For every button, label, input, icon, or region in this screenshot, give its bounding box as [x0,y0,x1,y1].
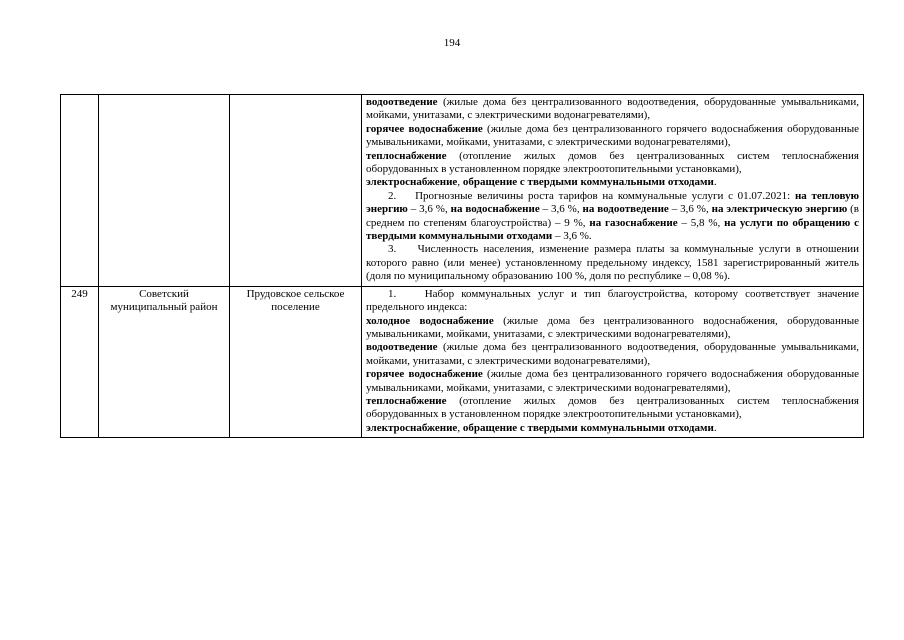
paragraph [366,368,859,395]
paragraph [366,123,859,150]
paragraph [366,395,859,422]
bold-term: электроснабжение [366,176,458,189]
text-run: – 3,6 %, [539,203,583,216]
paragraph [366,288,859,315]
bold-term: водоотведение [366,341,438,354]
paragraph [366,190,859,244]
table-row [61,95,864,287]
bold-term: электроснабжение [366,421,458,434]
paragraph [366,150,859,177]
bold-term: водоотведение [366,96,438,108]
text-run: (в среднем по степеням благоустройства) – 9 %, [366,203,859,229]
text-run: 1. Набор коммунальных услуг и тип благоустройства, которому соответствует значение предельного индекса: [366,287,859,314]
text-run: (отопление жилых домов без централизованных систем теплоснабжения оборудованных в установленном порядке электроотопительными установками), [366,149,859,176]
tariff-table [60,94,864,438]
text-run: (жилые дома без централизованного водоснабжения, оборудованные умывальниками, мойками, унитазами, с электрическими водонагревателями), [366,314,859,340]
table-body [61,95,864,438]
bold-term: холодное водоснабжение [366,314,494,327]
text-run: . [713,176,717,189]
bold-term: обращение с твердыми коммунальными отходами [462,176,714,189]
text-run: (жилые дома без централизованного горячего водоснабжения оборудованные умывальниками, мойками, унитазами, с электрическими водонагревателями), [366,368,859,394]
bold-term: теплоснабжение [366,149,447,162]
district-cell [99,95,230,287]
bold-term: горячее водоснабжение [366,368,483,381]
bold-term: обращение с твердыми коммунальными отходами [462,421,714,434]
text-run: (жилые дома без централизованного горячего водоснабжения оборудованные умывальниками, мойками, унитазами, с электрическими водонагревателями), [366,122,859,149]
paragraph [366,96,859,123]
text-run: – 3,6 %. [552,230,592,243]
district-cell: Советский муниципальный район [99,286,230,437]
bold-term: на водоснабжение [450,203,540,216]
paragraph [366,243,859,283]
text-run: 3. Численность населения, изменение размера платы за коммунальные услуги в отношении которого равно (или менее) установленному предельному индексу, 1581 зарегистрированный житель (доля по муниципальному образованию 100 %, доля по республике – 0,08 %). [366,243,859,283]
paragraph [366,315,859,342]
page-number: 194 [443,37,461,49]
row-number-cell: 249 [61,286,99,437]
paragraph [366,341,859,368]
text-run: 2. Прогнозные величины роста тарифов на коммунальные услуги с 01.07.2021: [388,189,795,202]
text-run: (отопление жилых домов без централизованных систем теплоснабжения оборудованных в установленном порядке электроотопительными установками), [366,394,859,421]
text-run: – 5,8 %, [677,216,725,229]
bold-term: на водоотведение [582,203,669,216]
paragraph [366,422,859,435]
bold-term: на электрическую энергию [711,203,848,216]
settlement-cell [230,95,362,287]
table-row [61,286,864,437]
text-run: , [457,421,463,434]
text-run: – 3,6 %, [407,203,451,216]
bold-term: горячее водоснабжение [366,122,483,135]
settlement-cell: Прудовское сельское поселение [230,286,362,437]
bold-term: на услуги по обращению с твердыми коммунальными отходами [366,216,859,243]
bold-term: теплоснабжение [366,394,447,407]
row-number-cell [61,95,99,287]
text-run: (жилые дома без централизованного водоотведения, оборудованные умывальниками, мойками, унитазами, с электрическими водонагревателями), [366,96,859,122]
description-cell [362,95,864,287]
text-run: (жилые дома без централизованного водоотведения, оборудованные умывальниками, мойками, унитазами, с электрическими водонагревателями), [366,341,859,367]
text-run: , [457,176,463,189]
text-run: . [713,421,717,434]
bold-term: на тепловую энергию [366,189,859,216]
paragraph [366,176,859,189]
description-cell [362,286,864,437]
bold-term: на газоснабжение [589,216,678,229]
text-run: – 3,6 %, [668,203,712,216]
